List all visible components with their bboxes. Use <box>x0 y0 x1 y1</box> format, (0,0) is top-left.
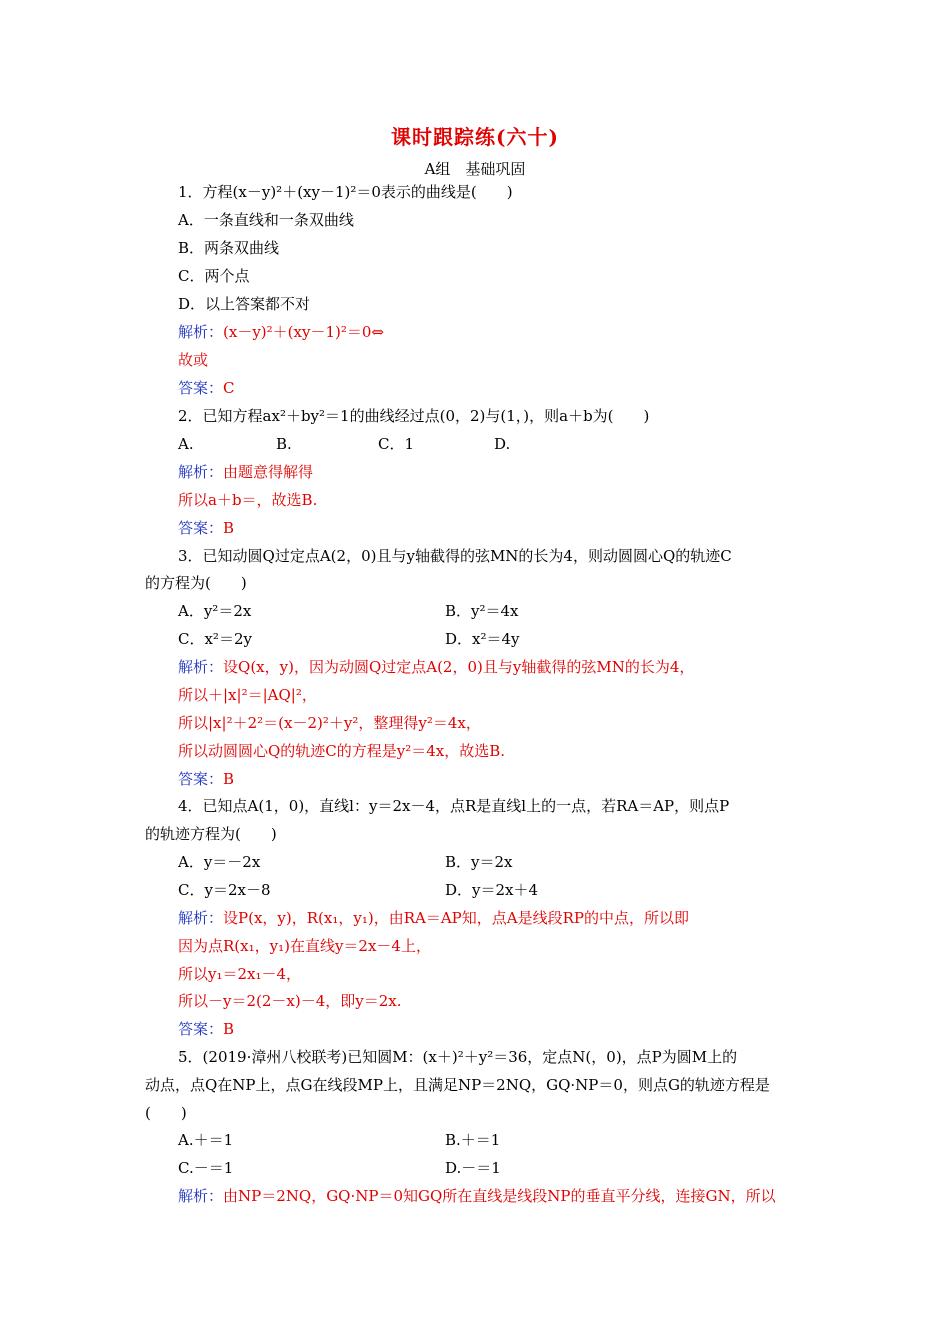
q1-option-a: A．一条直线和一条双曲线 <box>178 211 354 229</box>
q1-solution-line-2: 故或 <box>178 351 209 369</box>
q2-stem: 2．已知方程ax²＋by²＝1的曲线经过点(0，2)与(1，)，则a＋b为( ) <box>178 407 650 425</box>
q4-solution-label: 解析： <box>178 909 224 927</box>
q1-solution-text-1: (x－y)²＋(xy－1)²＝0⇔ <box>223 323 384 341</box>
q5-stem-line-1: 5．(2019·漳州八校联考)已知圆M：(x＋)²＋y²＝36，定点N(，0)，点P为圆M上的 <box>178 1048 738 1066</box>
q5-option-a: A.＋＝1 <box>178 1131 234 1149</box>
q3-answer-line <box>178 769 234 789</box>
q4-answer-label: 答案： <box>178 1020 224 1038</box>
q1-solution-label: 解析： <box>178 323 224 341</box>
q3-option-a: A．y²＝2x <box>178 602 252 620</box>
q1-option-b: B．两条双曲线 <box>178 239 280 257</box>
q3-solution-text-1: 设Q(x，y)，因为动圆Q过定点A(2，0)且与y轴截得的弦MN的长为4， <box>223 658 695 676</box>
q1-option-c: C．两个点 <box>178 267 250 285</box>
q4-option-a: A．y＝－2x <box>178 853 261 871</box>
q1-solution-line-1 <box>178 322 384 342</box>
q4-stem-line-1: 4．已知点A(1，0)，直线l：y＝2x－4，点R是直线l上的一点，若RA＝AP，则点P <box>178 797 730 815</box>
q4-solution-line-4: 所以－y＝2(2－x)－4，即y＝2x. <box>178 992 402 1010</box>
q1-stem: 1．方程(x－y)²＋(xy－1)²＝0表示的曲线是( ) <box>178 183 513 201</box>
q1-answer-label: 答案： <box>178 379 224 397</box>
section-subtitle: A组 基础巩固 <box>424 160 526 178</box>
q3-stem-line-2: 的方程为( ) <box>145 574 247 592</box>
q3-stem-line-1: 3．已知动圆Q过定点A(2，0)且与y轴截得的弦MN的长为4，则动圆圆心Q的轨迹C <box>178 547 732 565</box>
q3-option-b: B．y²＝4x <box>445 602 519 620</box>
q2-solution-text-1: 由题意得解得 <box>223 463 314 481</box>
q4-option-d: D．y＝2x＋4 <box>445 881 539 899</box>
q5-stem-line-2: 动点，点Q在NP上，点G在线段MP上，且满足NP＝2NQ，GQ·NP＝0，则点G的轨迹方程是 <box>145 1076 770 1094</box>
q4-option-c: C．y＝2x－8 <box>178 881 271 899</box>
q2-answer-line <box>178 518 234 538</box>
q3-option-c: C．x²＝2y <box>178 630 252 648</box>
q3-solution-line-3: 所以|x|²＋2²＝(x－2)²＋y²，整理得y²＝4x， <box>178 714 481 732</box>
q1-option-d: D．以上答案都不对 <box>178 295 311 313</box>
q4-stem-line-2: 的轨迹方程为( ) <box>145 825 277 843</box>
q2-answer-label: 答案： <box>178 519 224 537</box>
q2-option-b: B. <box>276 435 292 453</box>
q2-solution-line-1 <box>178 462 313 482</box>
q5-option-b: B.＋＝1 <box>445 1131 501 1149</box>
q2-option-d: D. <box>494 435 511 453</box>
q5-solution-label: 解析： <box>178 1187 224 1205</box>
q4-option-b: B．y＝2x <box>445 853 513 871</box>
q5-option-d: D.－＝1 <box>445 1159 501 1177</box>
q5-option-c: C.－＝1 <box>178 1159 234 1177</box>
q5-stem-line-3: ( ) <box>145 1104 187 1122</box>
q3-solution-line-2: 所以＋|x|²＝|AQ|²， <box>178 686 317 704</box>
q3-option-d: D．x²＝4y <box>445 630 520 648</box>
q2-option-a: A. <box>178 435 194 453</box>
q3-solution-line-1 <box>178 657 694 677</box>
q4-solution-text-1: 设P(x，y)，R(x₁，y₁)，由RA＝AP知，点A是线段RP的中点，所以即 <box>223 909 689 927</box>
q5-solution-line-1 <box>178 1186 776 1206</box>
q5-solution-text-1: 由NP＝2NQ，GQ·NP＝0知GQ所在直线是线段NP的垂直平分线，连接GN，所以 <box>223 1187 776 1205</box>
q4-solution-line-2: 因为点R(x₁，y₁)在直线y＝2x－4上， <box>178 937 431 955</box>
q4-solution-line-1 <box>178 908 689 928</box>
q1-answer-line <box>178 378 235 398</box>
q2-option-c: C．1 <box>378 435 415 453</box>
q2-solution-line-2: 所以a＋b＝，故选B. <box>178 491 318 509</box>
q4-solution-line-3: 所以y₁＝2x₁－4， <box>178 965 302 983</box>
q2-answer: B <box>223 519 235 537</box>
q3-answer-label: 答案： <box>178 770 224 788</box>
q4-answer-line <box>178 1019 234 1039</box>
q4-answer: B <box>223 1020 235 1038</box>
page-title: 课时跟踪练(六十) <box>391 125 559 149</box>
q3-solution-line-4: 所以动圆圆心Q的轨迹C的方程是y²＝4x，故选B. <box>178 742 506 760</box>
q3-answer: B <box>223 770 235 788</box>
q2-solution-label: 解析： <box>178 463 224 481</box>
q3-solution-label: 解析： <box>178 658 224 676</box>
q1-answer: C <box>223 379 235 397</box>
